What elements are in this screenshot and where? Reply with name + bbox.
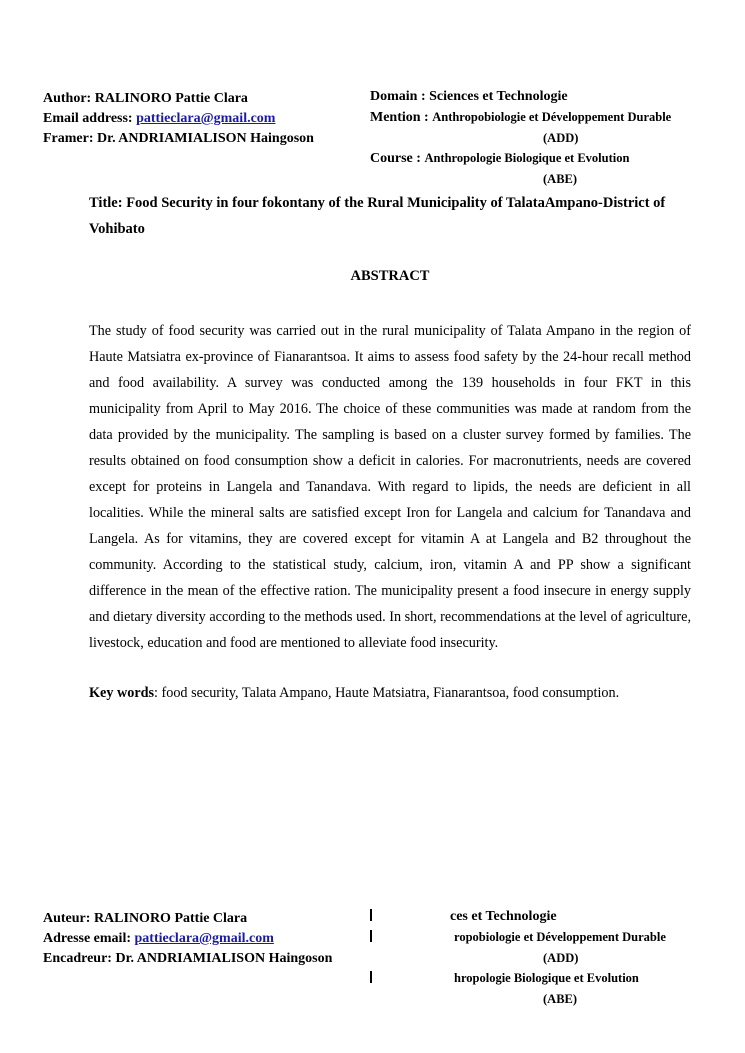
mention-line-fr [370,927,715,948]
email-link-fr[interactable]: pattieclara@gmail.com [134,931,274,946]
parcours-value: hropologie Biologique et Evolution [454,971,639,985]
framer-name: Dr. ANDRIAMIALISON Haingoson [97,131,314,146]
encadreur-label: Encadreur: [43,951,112,966]
domain-label: Domain : [370,89,426,104]
framer-label: Framer: [43,131,94,146]
auteur-line [43,909,332,929]
mention-abbr: (ADD) [543,131,579,145]
course-value: Anthropologie Biologique et Evolution [424,151,630,165]
author-name: RALINORO Pattie Clara [94,91,248,106]
auteur-label: Auteur: [43,911,91,926]
email-line [43,109,314,129]
encadreur-name: Dr. ANDRIAMIALISON Haingoson [115,951,333,966]
mention-value: Anthropobiologie et Développement Durable [432,110,672,124]
encadreur-line [43,949,332,969]
author-info-en [43,89,314,149]
adresse-email-label: Adresse email: [43,931,131,946]
author-line [43,89,314,109]
domaine-line [370,907,715,927]
author-label: Author: [43,91,92,106]
mention-value-fr: ropobiologie et Développement Durable [454,930,666,944]
mention-fragment [370,930,378,942]
mention-line [370,107,710,128]
course-abbr: (ABE) [543,172,578,186]
email-link[interactable]: pattieclara@gmail.com [136,111,276,126]
domaine-value: ces et Technologie [450,909,557,924]
parcours-line [370,968,715,989]
auteur-name: RALINORO Pattie Clara [93,911,248,926]
keywords [89,682,699,704]
title-label: Title: [89,195,123,211]
domain-value: Sciences et Technologie [429,89,568,104]
course-label: Course : [370,151,421,166]
parcours-fragment [370,971,378,983]
adresse-email-line [43,929,332,949]
program-info-en [370,87,710,189]
mention-label: Mention : [370,110,429,125]
framer-line [43,129,314,149]
mention-abbr-fr: (ADD) [543,951,579,965]
program-info-fr [370,907,715,1009]
domaine-fragment [370,909,378,921]
domain-line [370,87,710,107]
abstract-body: The study of food security was carried out in the rural municipality of Talata Ampano in the region of Haute Matsiatra ex-province of Fianarantsoa. It aims to assess food safety by the 24-hour recall method and food availability. A survey was conducted among the 139 households in four FKT in this municipality from April to May 2016. The choice of these communities was made at random from the data provided by the municipality. The sampling is based on a cluster survey formed by families. The results obtained on food consumption show a deficit in calories. For macronutrients, needs are covered except for proteins in Langela and Tanandava. With regard to lipids, the needs are deficient in all localities. While the mineral salts are satisfied except Iron for Langela and calcium for Tanandava and Langela. As for vitamins, they are covered except for vitamin A at Langela and B2 throughout the community. According to the statistical study, calcium, iron, vitamin A and PP show a significant difference in the mean of the effective ration. The municipality present a food insecure in energy supply and dietary diversity according to the methods used. In short, recommendations at the level of agriculture, livestock, education and food are mentioned to alleviate food insecurity. [89,323,691,651]
title-text: Food Security in four fokontany of the Rural Municipality of TalataAmpano-District of Vohibato [89,195,666,237]
author-info-fr [43,909,332,969]
thesis-title [89,190,699,242]
course-line [370,148,710,169]
keywords-label: Key words [89,685,155,701]
email-label: Email address: [43,111,133,126]
abstract-heading: ABSTRACT [350,268,430,284]
course-abbr-fr: (ABE) [543,992,578,1006]
keywords-text: : food security, Talata Ampano, Haute Matsiatra, Fianarantsoa, food consumption. [154,685,620,701]
